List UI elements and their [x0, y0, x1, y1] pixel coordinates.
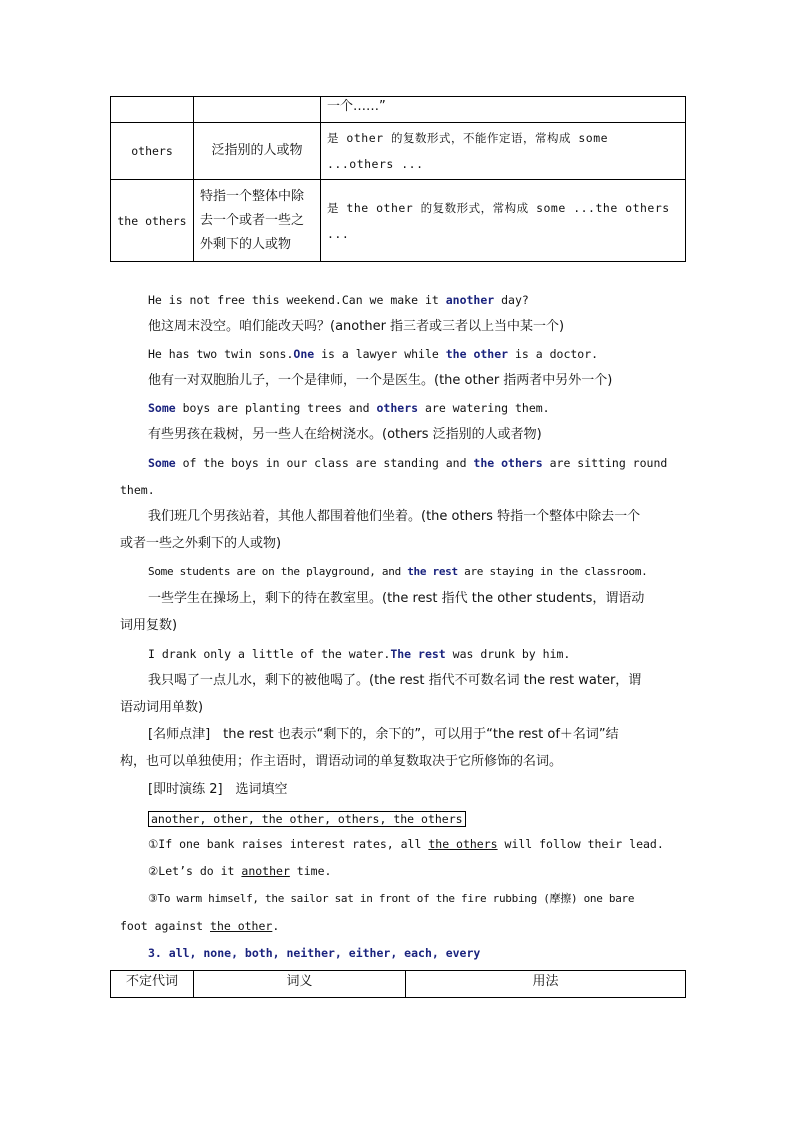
table-row	[111, 123, 686, 180]
pronoun-table-2	[110, 970, 686, 998]
usage-cell: 是 other 的复数形式，不能作定语，常构成 some ...others ...	[321, 123, 686, 180]
exercise-title: [即时演练 2] 选词填空	[148, 782, 288, 797]
col-header: 不定代词	[111, 971, 194, 998]
example-sentence-en	[148, 399, 684, 417]
example-translation: 有些男孩在栽树，另一些人在给树浇水。(others 泛指别的人或者物)	[148, 427, 542, 442]
usage-cell: 一个……”	[321, 97, 686, 123]
text: are sitting round	[542, 456, 668, 470]
example-translation-cont: 词用复数)	[120, 618, 178, 633]
example-sentence-en	[148, 345, 684, 363]
answer: the other	[210, 919, 273, 933]
text: is a lawyer while	[314, 347, 446, 361]
example-translation: 他有一对双胞胎儿子，一个是律师，一个是医生。(the other 指两者中另外一个)	[148, 373, 613, 388]
highlight: others	[376, 401, 419, 415]
example-translation: 我只喝了一点儿水，剩下的被他喝了。(the rest 指代不可数名词 the rest water，谓	[148, 673, 642, 688]
example-translation: 我们班几个男孩站着，其他人都围着他们坐着。(the others 特指一个整体中除去一个	[148, 509, 641, 524]
text: ②Let’s do it	[148, 864, 242, 878]
meaning-cell: 特指一个整体中除去一个或者一些之外剩下的人或物	[194, 180, 321, 262]
exercise-question-cont	[120, 917, 684, 935]
text: Some students are on the playground, and	[148, 565, 408, 578]
usage-cell: 是 the other 的复数形式，常构成 some ...the others ...	[321, 180, 686, 262]
example-sentence-en	[148, 454, 684, 472]
text: He has two twin sons.	[148, 347, 294, 361]
answer: another	[241, 864, 290, 878]
highlight: Some	[148, 456, 176, 470]
text: are staying in the classroom.	[457, 565, 648, 578]
highlight: One	[293, 347, 315, 361]
example-translation: 他这周末没空。咱们能改天吗？(another 指三者或三者以上当中某一个)	[148, 319, 565, 334]
example-sentence-en	[148, 645, 684, 663]
word-bank-options: another, other, the other, others, the others	[148, 811, 466, 827]
example-translation-cont: 语动词用单数)	[120, 700, 204, 715]
meaning-cell: 泛指别的人或物	[194, 123, 321, 180]
exercise-question	[148, 835, 684, 853]
text: is a doctor.	[508, 347, 599, 361]
highlight: the other	[445, 347, 509, 361]
exercise-question	[148, 862, 684, 880]
text: was drunk by him.	[445, 647, 571, 661]
meaning-cell	[194, 97, 321, 123]
example-sentence-en	[148, 563, 684, 581]
example-sentence-en-cont: them.	[120, 483, 155, 497]
teacher-tip: [名师点津] the rest 也表示“剩下的，余下的”，可以用于“the rest of＋名词”结	[148, 727, 619, 742]
text: foot against	[120, 919, 211, 933]
highlight: The rest	[390, 647, 446, 661]
highlight: the others	[473, 456, 543, 470]
example-sentence-en	[148, 291, 684, 309]
pronoun-table	[110, 96, 686, 262]
text: of the boys in our class are standing and	[175, 456, 474, 470]
text: I drank only a little of the water.	[148, 647, 391, 661]
col-header: 词义	[194, 971, 406, 998]
term-cell	[111, 97, 194, 123]
text: are watering them.	[418, 401, 550, 415]
text: ①If one bank raises interest rates, all	[148, 837, 429, 851]
text: He is not free this weekend.Can we make it	[148, 293, 446, 307]
text: will follow their lead.	[497, 837, 664, 851]
section-heading: 3. all, none, both, neither, either, each, every	[148, 946, 481, 960]
table-header-row	[111, 971, 686, 998]
example-translation-cont: 或者一些之外剩下的人或物)	[120, 536, 282, 551]
word-bank	[148, 810, 684, 828]
table-row	[111, 97, 686, 123]
answer: the others	[428, 837, 498, 851]
exercise-question: ③To warm himself, the sailor sat in front of the fire rubbing (摩擦) one bare	[148, 892, 635, 905]
text: .	[272, 919, 280, 933]
term-cell: the others	[111, 180, 194, 262]
table-row	[111, 180, 686, 262]
highlight: Some	[148, 401, 176, 415]
highlight: the rest	[407, 565, 458, 578]
example-translation: 一些学生在操场上，剩下的待在教室里。(the rest 指代 the other students，谓语动	[148, 591, 645, 606]
text: day?	[494, 293, 529, 307]
text: boys are planting trees and	[175, 401, 377, 415]
teacher-tip-cont: 构，也可以单独使用；作主语时，谓语动词的单复数取决于它所修饰的名词。	[120, 754, 563, 769]
highlight: another	[445, 293, 495, 307]
text: time.	[289, 864, 332, 878]
term-cell: others	[111, 123, 194, 180]
col-header: 用法	[406, 971, 686, 998]
